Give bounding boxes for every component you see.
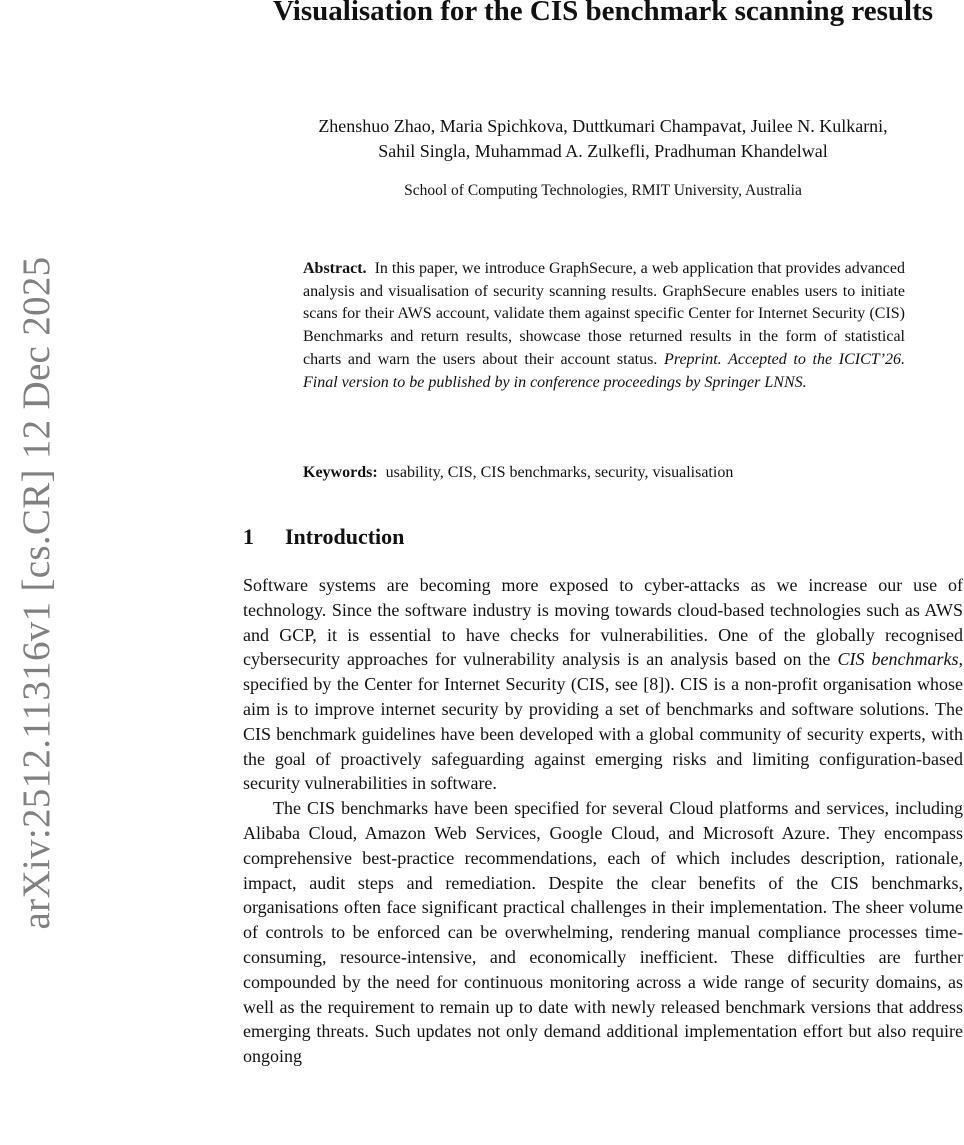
abstract xyxy=(303,258,905,394)
abstract-label: Abstract. xyxy=(303,260,367,277)
arxiv-identifier: arXiv:2512.11316v1 [cs.CR] 12 Dec 2025 xyxy=(15,256,58,930)
paragraph-1-emphasis: CIS benchmarks xyxy=(837,649,959,670)
keywords-label: Keywords: xyxy=(303,464,378,481)
paragraph-2: The CIS benchmarks have been specified for several Cloud platforms and services, including Alibaba Cloud, Amazon Web Services, Google Cloud, and Microsoft Azure. They encompass comprehensive best-practice recommendations, each of which includes description, rationale, impact, audit steps and remediation. Despite the clear benefits of the CIS benchmarks, organisations often face significant practical challenges in their implementation. The sheer volume of controls to be enforced can be overwhelming, rendering manual compliance processes time-consuming, resource-intensive, and economically inefficient. These difficulties are further compounded by the need for continuous monitoring across a wide range of security domains, as well as the requirement to remain up to date with newly released benchmark versions that address emerging threats. Such updates not only demand additional implementation effort but also require ongoing xyxy=(243,798,963,1067)
body-text xyxy=(243,573,963,1069)
preprint-note: Preprint. Accepted to the ICICT’26. Final version to be published by in conference proceedings by Springer LNNS. xyxy=(303,350,906,391)
paragraph-1 xyxy=(243,573,963,796)
author-line-2: Sahil Singla, Muhammad A. Zulkefli, Pradhuman Khandelwal xyxy=(378,141,828,161)
paragraph-1-part-b: , specified by the Center for Internet Security (CIS, see [8]). CIS is a non-profit organisation whose aim is to improve internet security by providing a set of benchmarks and software solutions. The CIS benchmark guidelines have been developed with a global community of security experts, with the goal of proactively safeguarding against emerging risks and limiting configuration-based security vulnerabilities in software. xyxy=(243,649,964,794)
paper-title: Visualisation for the CIS benchmark scanning results xyxy=(272,0,934,27)
section-heading xyxy=(243,524,404,550)
abstract-text: In this paper, we introduce GraphSecure, a web application that provides advanced analysis and visualisation of security scanning results. GraphSecure enables users to initiate scans for their AWS account, validate them against specific Center for Internet Security (CIS) Benchmarks and return results, showcase those returned results in the form of statistical charts and warn the users about their account status. xyxy=(303,260,905,368)
keywords xyxy=(303,462,905,484)
paragraph-1-part-a: Software systems are becoming more exposed to cyber-attacks as we increase our use of technology. Since the software industry is moving towards cloud-based technologies such as AWS and GCP, it is essential to have checks for vulnerabilities. One of the globally recognised cybersecurity approaches for vulnerability analysis is an analysis based on the xyxy=(243,575,963,670)
section-title: Introduction xyxy=(285,524,405,549)
author-line-1: Zhenshuo Zhao, Maria Spichkova, Duttkumari Champavat, Juilee N. Kulkarni, xyxy=(318,116,888,136)
keywords-text: usability, CIS, CIS benchmarks, security, visualisation xyxy=(385,464,734,481)
section-number: 1 xyxy=(243,524,254,549)
author-list xyxy=(243,114,963,164)
affiliation: School of Computing Technologies, RMIT University, Australia xyxy=(404,182,802,199)
